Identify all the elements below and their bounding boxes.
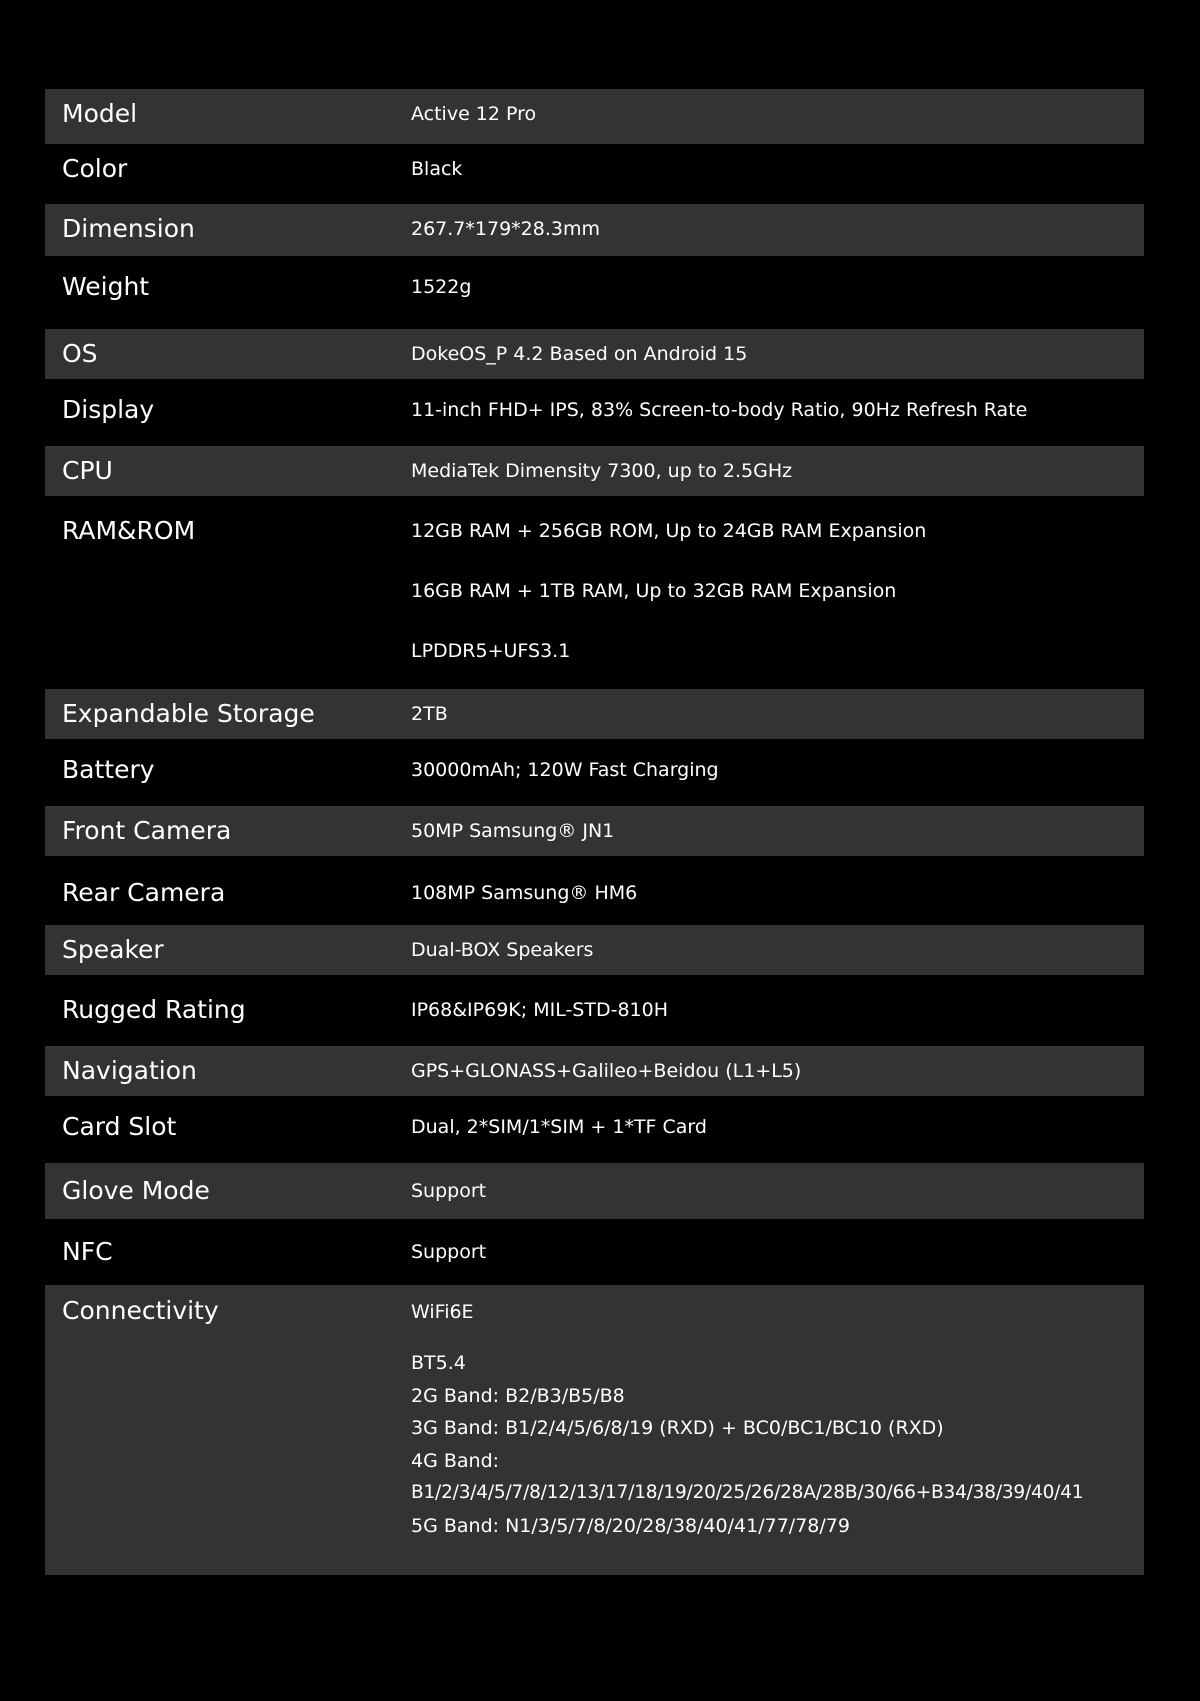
spec-row-ram-rom <box>45 496 1144 689</box>
spec-value-weight: 1522g <box>411 276 472 298</box>
spec-label-ram-rom: RAM&ROM <box>62 516 196 545</box>
spec-row-weight <box>45 256 1144 329</box>
spec-row-speaker <box>45 925 1144 975</box>
spec-value-connectivity-line: B1/2/3/4/5/7/8/12/13/17/18/19/20/25/26/28A/28B/30/66+B34/38/39/40/41 <box>411 1482 1084 1503</box>
spec-value-nfc: Support <box>411 1241 487 1263</box>
spec-label-expandable-storage: Expandable Storage <box>62 699 315 728</box>
spec-row-front-camera <box>45 806 1144 856</box>
spec-value-color: Black <box>411 158 463 180</box>
spec-row-display <box>45 379 1144 446</box>
spec-label-os: OS <box>62 339 98 368</box>
spec-row-model <box>45 89 1144 144</box>
spec-value-cpu: MediaTek Dimensity 7300, up to 2.5GHz <box>411 460 793 482</box>
spec-label-connectivity: Connectivity <box>62 1296 219 1325</box>
spec-label-battery: Battery <box>62 755 155 784</box>
spec-row-rugged-rating <box>45 975 1144 1046</box>
spec-row-expandable-storage <box>45 689 1144 739</box>
spec-value-ram-rom-line: LPDDR5+UFS3.1 <box>411 640 571 662</box>
spec-row-connectivity <box>45 1285 1144 1575</box>
spec-value-connectivity-line: 4G Band: <box>411 1449 500 1472</box>
spec-row-nfc <box>45 1219 1144 1285</box>
spec-label-color: Color <box>62 154 128 183</box>
spec-value-connectivity-line: 2G Band: B2/B3/B5/B8 <box>411 1384 625 1407</box>
spec-row-glove-mode <box>45 1163 1144 1219</box>
spec-value-card-slot: Dual, 2*SIM/1*SIM + 1*TF Card <box>411 1116 707 1138</box>
spec-value-speaker: Dual-BOX Speakers <box>411 939 594 961</box>
spec-row-rear-camera <box>45 856 1144 925</box>
spec-label-cpu: CPU <box>62 456 113 485</box>
spec-value-connectivity-line: 5G Band: N1/3/5/7/8/20/28/38/40/41/77/78/79 <box>411 1514 850 1537</box>
spec-label-model: Model <box>62 99 138 128</box>
spec-row-cpu <box>45 446 1144 496</box>
spec-label-rugged-rating: Rugged Rating <box>62 995 246 1024</box>
spec-row-battery <box>45 739 1144 806</box>
spec-value-front-camera: 50MP Samsung® JN1 <box>411 820 615 842</box>
spec-row-navigation <box>45 1046 1144 1096</box>
spec-label-display: Display <box>62 395 155 424</box>
spec-value-connectivity <box>411 1285 1144 1575</box>
spec-row-os <box>45 329 1144 379</box>
spec-row-color <box>45 144 1144 204</box>
spec-value-ram-rom-line: 12GB RAM + 256GB ROM, Up to 24GB RAM Expansion <box>411 520 927 542</box>
spec-value-navigation: GPS+GLONASS+Galileo+Beidou (L1+L5) <box>411 1060 802 1082</box>
spec-value-connectivity-line: WiFi6E <box>411 1301 474 1323</box>
spec-row-card-slot <box>45 1096 1144 1163</box>
spec-value-connectivity-line: 3G Band: B1/2/4/5/6/8/19 (RXD) + BC0/BC1/BC10 (RXD) <box>411 1417 944 1439</box>
spec-value-dimension: 267.7*179*28.3mm <box>411 218 600 240</box>
spec-value-connectivity-line: BT5.4 <box>411 1352 466 1374</box>
spec-value-glove-mode: Support <box>411 1180 487 1202</box>
spec-value-expandable-storage: 2TB <box>411 703 448 725</box>
spec-value-display: 11-inch FHD+ IPS, 83% Screen-to-body Ratio, 90Hz Refresh Rate <box>411 399 1028 421</box>
spec-label-nfc: NFC <box>62 1237 113 1266</box>
spec-value-os: DokeOS_P 4.2 Based on Android 15 <box>411 343 748 365</box>
spec-label-dimension: Dimension <box>62 214 195 243</box>
spec-value-ram-rom <box>411 496 1144 689</box>
spec-value-rear-camera: 108MP Samsung® HM6 <box>411 882 638 904</box>
spec-label-weight: Weight <box>62 272 150 301</box>
spec-label-card-slot: Card Slot <box>62 1112 177 1141</box>
spec-table <box>45 89 1144 1575</box>
spec-label-front-camera: Front Camera <box>62 816 232 845</box>
spec-row-dimension <box>45 204 1144 256</box>
spec-value-battery: 30000mAh; 120W Fast Charging <box>411 759 719 781</box>
spec-value-model: Active 12 Pro <box>411 103 537 125</box>
spec-value-ram-rom-line: 16GB RAM + 1TB RAM, Up to 32GB RAM Expansion <box>411 580 897 602</box>
spec-label-speaker: Speaker <box>62 935 164 964</box>
spec-label-navigation: Navigation <box>62 1056 197 1085</box>
spec-value-rugged-rating: IP68&IP69K; MIL-STD-810H <box>411 999 669 1021</box>
spec-label-rear-camera: Rear Camera <box>62 878 226 907</box>
spec-label-glove-mode: Glove Mode <box>62 1176 210 1205</box>
